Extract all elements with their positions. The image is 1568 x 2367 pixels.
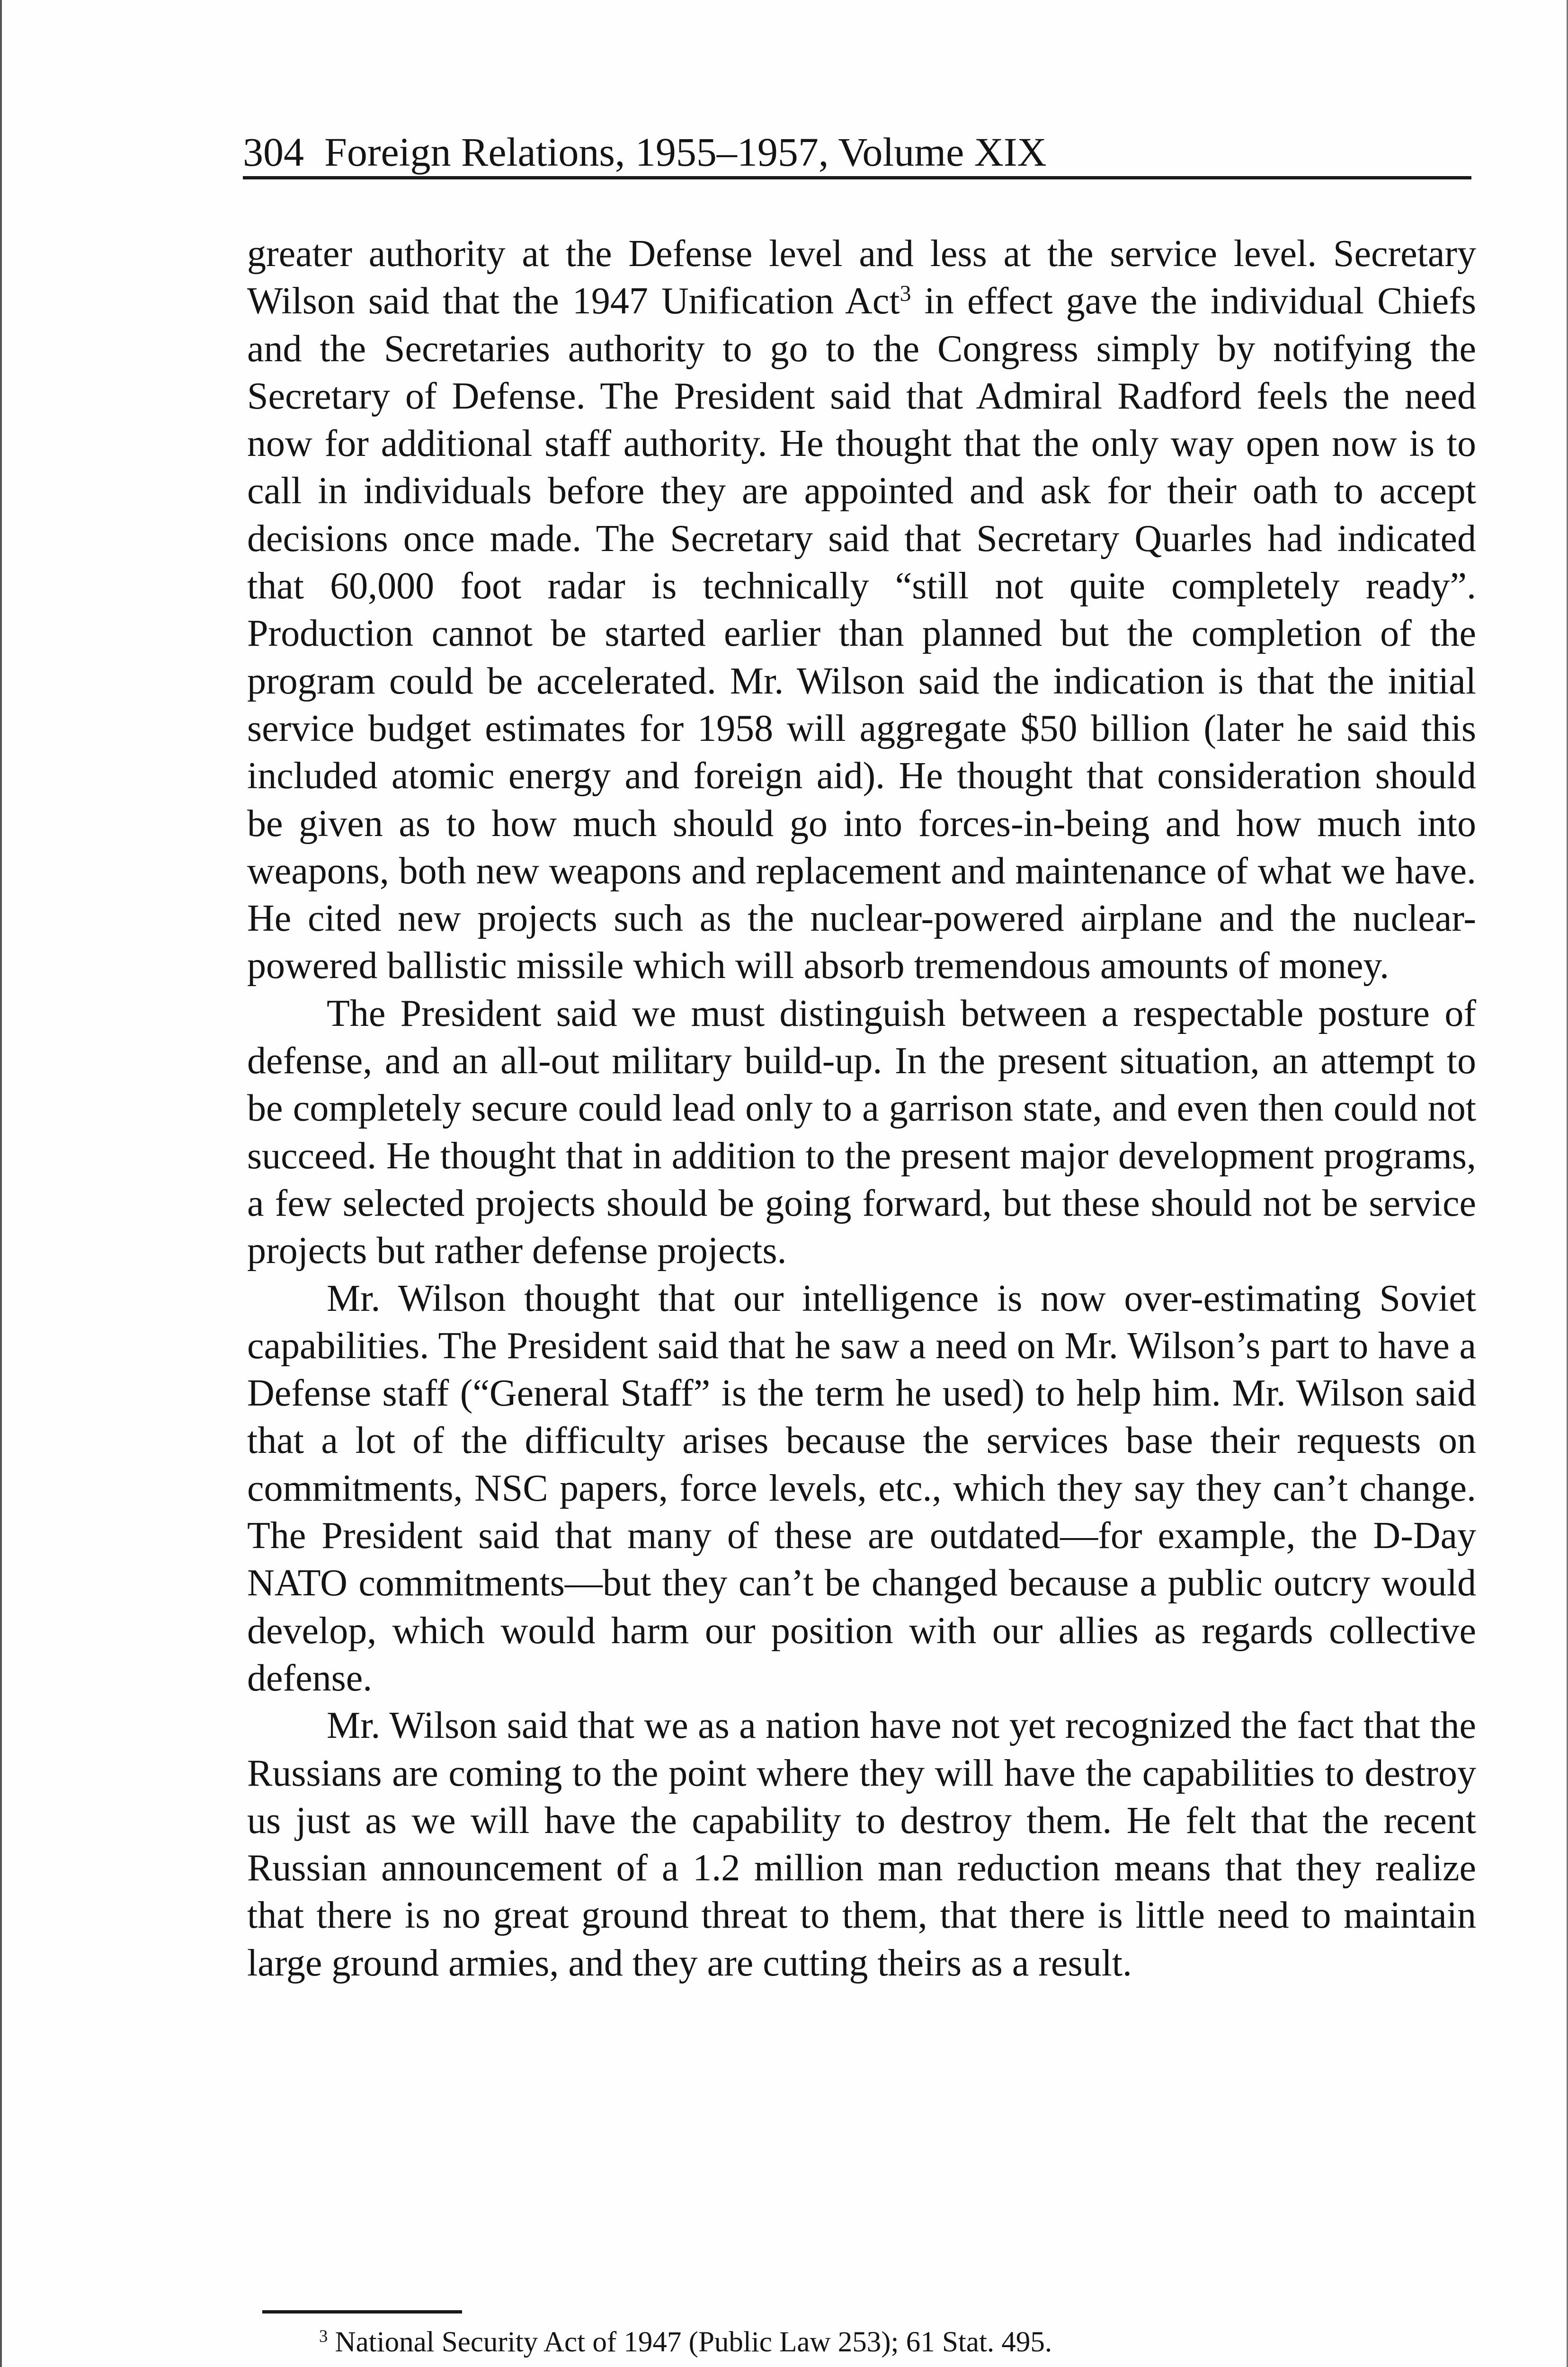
body-text [247, 230, 1476, 1987]
paragraph-1-start: greater authority at the Defense level and less at the service level. Secretary Wilson said that the 1947 Unification Act [247, 233, 1476, 322]
running-title: Foreign Relations, 1955–1957, Volume XIX [324, 129, 1047, 175]
paragraph-3: Mr. Wilson thought that our intelligence is now over-estimating Soviet capabilities. The President said that he saw a need on Mr. Wilson’s part to have a Defense staff (“General Staff” is the term he used) to help him. Mr. Wilson said that a lot of the difficulty arises because the services base their requests on commitments, NSC papers, force levels, etc., which they say they can’t change. The President said that many of these are outdated—for example, the D-Day NATO commitments—but they can’t be changed because a public outcry would develop, which would harm our position with our allies as regards collective defense. [247, 1277, 1476, 1699]
footnote-number: 3 [319, 2326, 328, 2346]
paragraph-1 [247, 230, 1476, 990]
scan-edge-left [0, 0, 2, 2367]
running-head-text [243, 129, 1047, 175]
paragraph-4: Mr. Wilson said that we as a nation have not yet recognized the fact that the Russians are coming to the point where they will have the capabilities to destroy us just as we will have the capability to destroy them. He felt that the recent Russian announcement of a 1.2 million man reduction means that they realize that there is no great ground threat to them, that there is little need to maintain large ground armies, and they are cutting theirs as a result. [247, 1705, 1476, 1984]
footnote-text: National Security Act of 1947 (Public Law 253); 61 Stat. 495. [328, 2326, 1052, 2358]
page-number: 304 [243, 129, 304, 175]
footnote-reference: 3 [900, 281, 911, 306]
running-head [243, 129, 1471, 179]
footnote-rule [262, 2310, 462, 2314]
paragraph-1-end: in effect gave the individual Chiefs and the Secretaries authority to go to the Congress simply by notifying the Secretary of Defense. The President said that Admiral Radford feels the need now for additional staff authority. He thought that the only way open now is to call in individuals before they are appointed and ask for their oath to accept decisions once made. The Secretary said that Secretary Quarles had indicated that 60,000 foot radar is technically “still not quite completely ready”. Production cannot be started earlier than planned but the completion of the program could be accelerated. Mr. Wilson said the indication is that the initial service budget estimates for 1958 will aggregate $50 billion (later he said this included atomic energy and foreign aid). He thought that consideration should be given as to how much should go into forces-in-being and how much into weapons, both new weapons and replacement and maintenance of what we have. He cited new projects such as the nuclear-powered airplane and the nuclear-powered ballistic missile which will absorb tremendous amounts of money. [247, 280, 1476, 987]
footnote [319, 2323, 1408, 2361]
paragraph-2: The President said we must distinguish between a respectable posture of defense, and an all-out military build-up. In the present situation, an attempt to be completely secure could lead only to a garrison state, and even then could not succeed. He thought that in addition to the present major development programs, a few selected projects should be going forward, but these should not be service projects but rather defense projects. [247, 992, 1476, 1272]
